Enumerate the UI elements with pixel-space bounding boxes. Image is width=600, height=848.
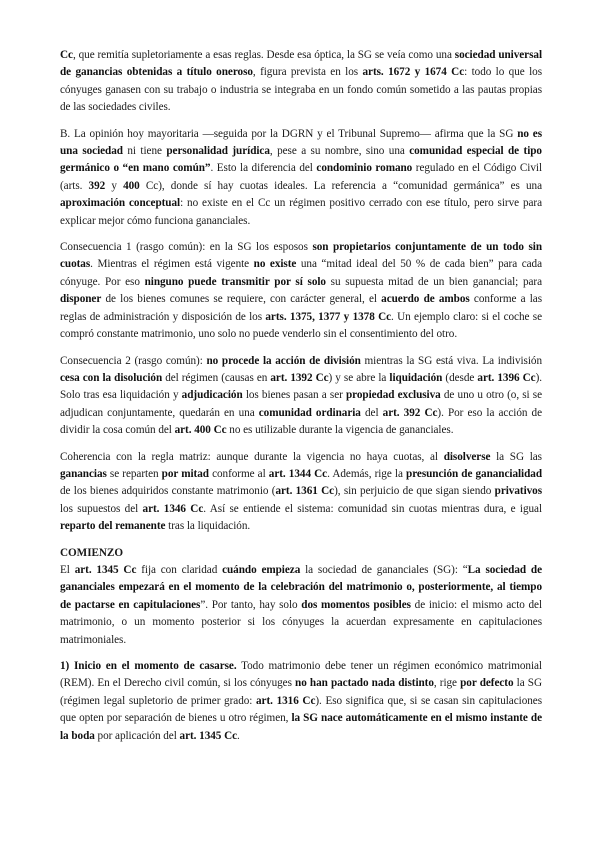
bold-text: por mitad	[161, 467, 209, 480]
paragraph	[60, 126, 542, 230]
bold-text: cuándo empieza	[222, 563, 301, 576]
text-run: : todo lo que los cónyuges ganasen con su trabajo o industria se integraba en un fondo común sometido a las pautas propias de las sociedades civiles.	[60, 66, 542, 114]
text-run: Consecuencia 1 (rasgo común): en la SG los esposos	[60, 241, 313, 254]
bold-text: disolverse	[443, 450, 491, 463]
bold-text: no han pactado nada distinto	[295, 677, 434, 690]
text-run: su supuesta mitad de un bien ganancial; para	[325, 275, 542, 288]
bold-text: art. 1316 Cc	[256, 694, 316, 707]
paragraph	[60, 239, 542, 343]
text-run: ”. Por tanto, hay solo	[200, 598, 302, 611]
text-run: . Un ejemplo claro: si el coche se compró constante matrimonio, uno solo no puede venderlo sin el consentimiento del otro.	[60, 310, 542, 341]
text-run: y	[105, 179, 124, 192]
bold-text: art. 1345 Cc	[179, 729, 238, 742]
bold-text: cesa con la disolución	[60, 371, 163, 384]
bold-text: comunidad especial de tipo germánico o “en mano común”	[60, 145, 542, 175]
bold-text: liquidación	[389, 371, 443, 384]
bold-text: art. 1345 Cc	[74, 563, 137, 576]
text-run: , figura prevista en los	[252, 66, 363, 79]
text-run: ). Eso significa que, si se casan sin capitulaciones que opten por separación de bienes u otro régimen,	[60, 694, 542, 725]
text-run: , pese a su nombre, sino una	[269, 145, 410, 158]
text-run: Todo matrimonio debe tener un régimen económico matrimonial (REM). En el Derecho civil común, si los cónyuges	[60, 660, 542, 690]
text-run: tras la liquidación.	[165, 520, 251, 533]
text-run: por aplicación del	[94, 729, 180, 742]
text-run: no es utilizable durante la vigencia de gananciales.	[226, 424, 454, 437]
bold-text: comunidad ordinaria	[258, 406, 361, 419]
bold-text: art. 1346 Cc	[142, 502, 204, 515]
paragraph	[60, 658, 542, 745]
text-run: de los bienes comunes se requiere, con carácter general, el	[101, 293, 382, 306]
bold-text: art. 1392 Cc	[270, 371, 329, 384]
text-run: : no existe en el Cc un régimen positivo cerrado con ese título, pero sirve para explicar mejor cómo funciona gananciales.	[60, 197, 542, 227]
text-run: una “mitad ideal del 50 % de cada bien” para cada cónyuge. Por eso	[60, 258, 542, 288]
text-run: . Además, rige la	[327, 467, 407, 480]
bold-text: propiedad exclusiva	[345, 389, 441, 402]
bold-text: Cc	[60, 49, 73, 61]
text-run: los supuestos del	[60, 502, 143, 515]
text-run: (desde	[442, 371, 478, 384]
bold-text: por defecto	[460, 677, 514, 690]
bold-text: condominio romano	[316, 162, 413, 175]
text-run: conforme al	[208, 467, 269, 480]
text-run: la SG las	[490, 450, 542, 463]
bold-text: la SG nace automáticamente en el mismo instante de la boda	[60, 712, 542, 742]
text-run: se reparten	[106, 467, 162, 480]
bold-text: art. 392 Cc	[382, 406, 438, 419]
bold-text: reparto del remanente	[60, 520, 166, 533]
text-run: Consecuencia 2 (rasgo común):	[60, 354, 207, 367]
text-run: B. La opinión hoy mayoritaria —seguida por la DGRN y el Tribunal Supremo— afirma que la SG	[60, 127, 518, 140]
paragraph	[60, 47, 542, 117]
bold-text: adjudicación	[181, 389, 243, 402]
bold-text: art. 400 Cc	[174, 424, 227, 437]
bold-text: sociedad universal de ganancias obtenidas a título oneroso	[60, 49, 543, 79]
text-run: de los bienes adquiridos constante matrimonio (	[60, 485, 276, 498]
bold-text: presunción de ganancialidad	[406, 467, 543, 480]
text-run: del	[360, 406, 383, 419]
bold-text: aproximación conceptual	[60, 197, 181, 210]
text-run: Cc), donde sí hay cuotas ideales. La referencia a “comunidad germánica” es una	[139, 179, 542, 192]
text-run: regulado en el Código Civil (arts.	[60, 162, 543, 192]
text-run: , rige	[433, 677, 461, 690]
text-run: , que remitía supletoriamente a esas reglas. Desde esa óptica, la SG se veía como una	[72, 49, 455, 61]
bold-text: privativos	[494, 485, 543, 498]
text-run: ) y se abre la	[328, 371, 390, 384]
paragraph	[60, 562, 542, 649]
text-run: los bienes pasan a ser	[242, 389, 346, 402]
text-run: fija con claridad	[136, 563, 223, 576]
paragraph	[60, 353, 542, 440]
bold-text: art. 1344 Cc	[268, 467, 328, 480]
text-run: de inicio: el mismo acto del matrimonio, o un momento posterior si los cónyuges la acuerdan expresamente en capitulaciones matrimoniales.	[60, 598, 543, 646]
bold-text: no es una sociedad	[60, 127, 542, 158]
bold-text: dos momentos posibles	[301, 598, 411, 611]
text-run: ), sin perjuicio de que sigan siendo	[334, 485, 495, 498]
bold-text: 400	[123, 179, 140, 192]
text-run: la SG (régimen legal supletorio de primer grado:	[60, 677, 542, 707]
text-run: conforme a las reglas de administración y disposición de los	[60, 293, 542, 323]
text-run: . Esto la diferencia del	[210, 162, 317, 175]
bold-text: disponer	[60, 293, 102, 306]
bold-text: art. 1396 Cc	[477, 371, 536, 384]
section-heading: COMIENZO	[60, 546, 123, 559]
bold-text: ganancias	[60, 467, 107, 480]
text-run: . Mientras el régimen está vigente	[90, 258, 254, 271]
text-run: El	[60, 563, 75, 576]
document-page	[60, 47, 542, 754]
bold-text: 392	[88, 179, 106, 192]
text-run: . Así se entiende el sistema: comunidad sin cuotas mientras dura, e igual	[203, 502, 542, 515]
bold-text: son propietarios conjuntamente de un todo sin cuotas	[60, 241, 542, 271]
section-paragraphs	[60, 562, 542, 745]
bold-text: arts. 1672 y 1674 Cc	[362, 66, 465, 79]
paragraph	[60, 449, 542, 536]
bold-text: 1) Inicio en el momento de casarse.	[60, 660, 237, 672]
bold-text: arts. 1375, 1377 y 1378 Cc	[265, 310, 392, 323]
text-run: .	[237, 729, 240, 742]
body-paragraphs	[60, 47, 542, 536]
bold-text: La sociedad de gananciales empezará en el momento de la celebración del matrimonio o, posteriormente, al tiempo de pactarse en capitulaciones	[60, 563, 542, 611]
text-run: de uno u otro (o, si se adjudican conjuntamente, quedarán en una	[60, 389, 543, 419]
bold-text: acuerdo de ambos	[381, 293, 470, 306]
bold-text: no existe	[253, 258, 297, 271]
text-run: mientras la SG está viva. La indivisión	[360, 354, 543, 367]
bold-text: ninguno puede transmitir por sí solo	[144, 275, 326, 288]
text-run: la sociedad de gananciales (SG): “	[300, 563, 468, 576]
text-run: ). Solo tras esa liquidación y	[60, 371, 542, 402]
bold-text: no procede la acción de división	[206, 354, 361, 367]
text-run: ). Por eso la acción de dividir la cosa común del	[60, 406, 543, 437]
text-run: ni tiene	[122, 145, 167, 158]
bold-text: art. 1361 Cc	[275, 485, 335, 498]
bold-text: personalidad jurídica	[166, 145, 270, 158]
text-run: Coherencia con la regla matriz: aunque durante la vigencia no haya cuotas, al	[60, 450, 444, 463]
text-run: del régimen (causas en	[162, 371, 271, 384]
